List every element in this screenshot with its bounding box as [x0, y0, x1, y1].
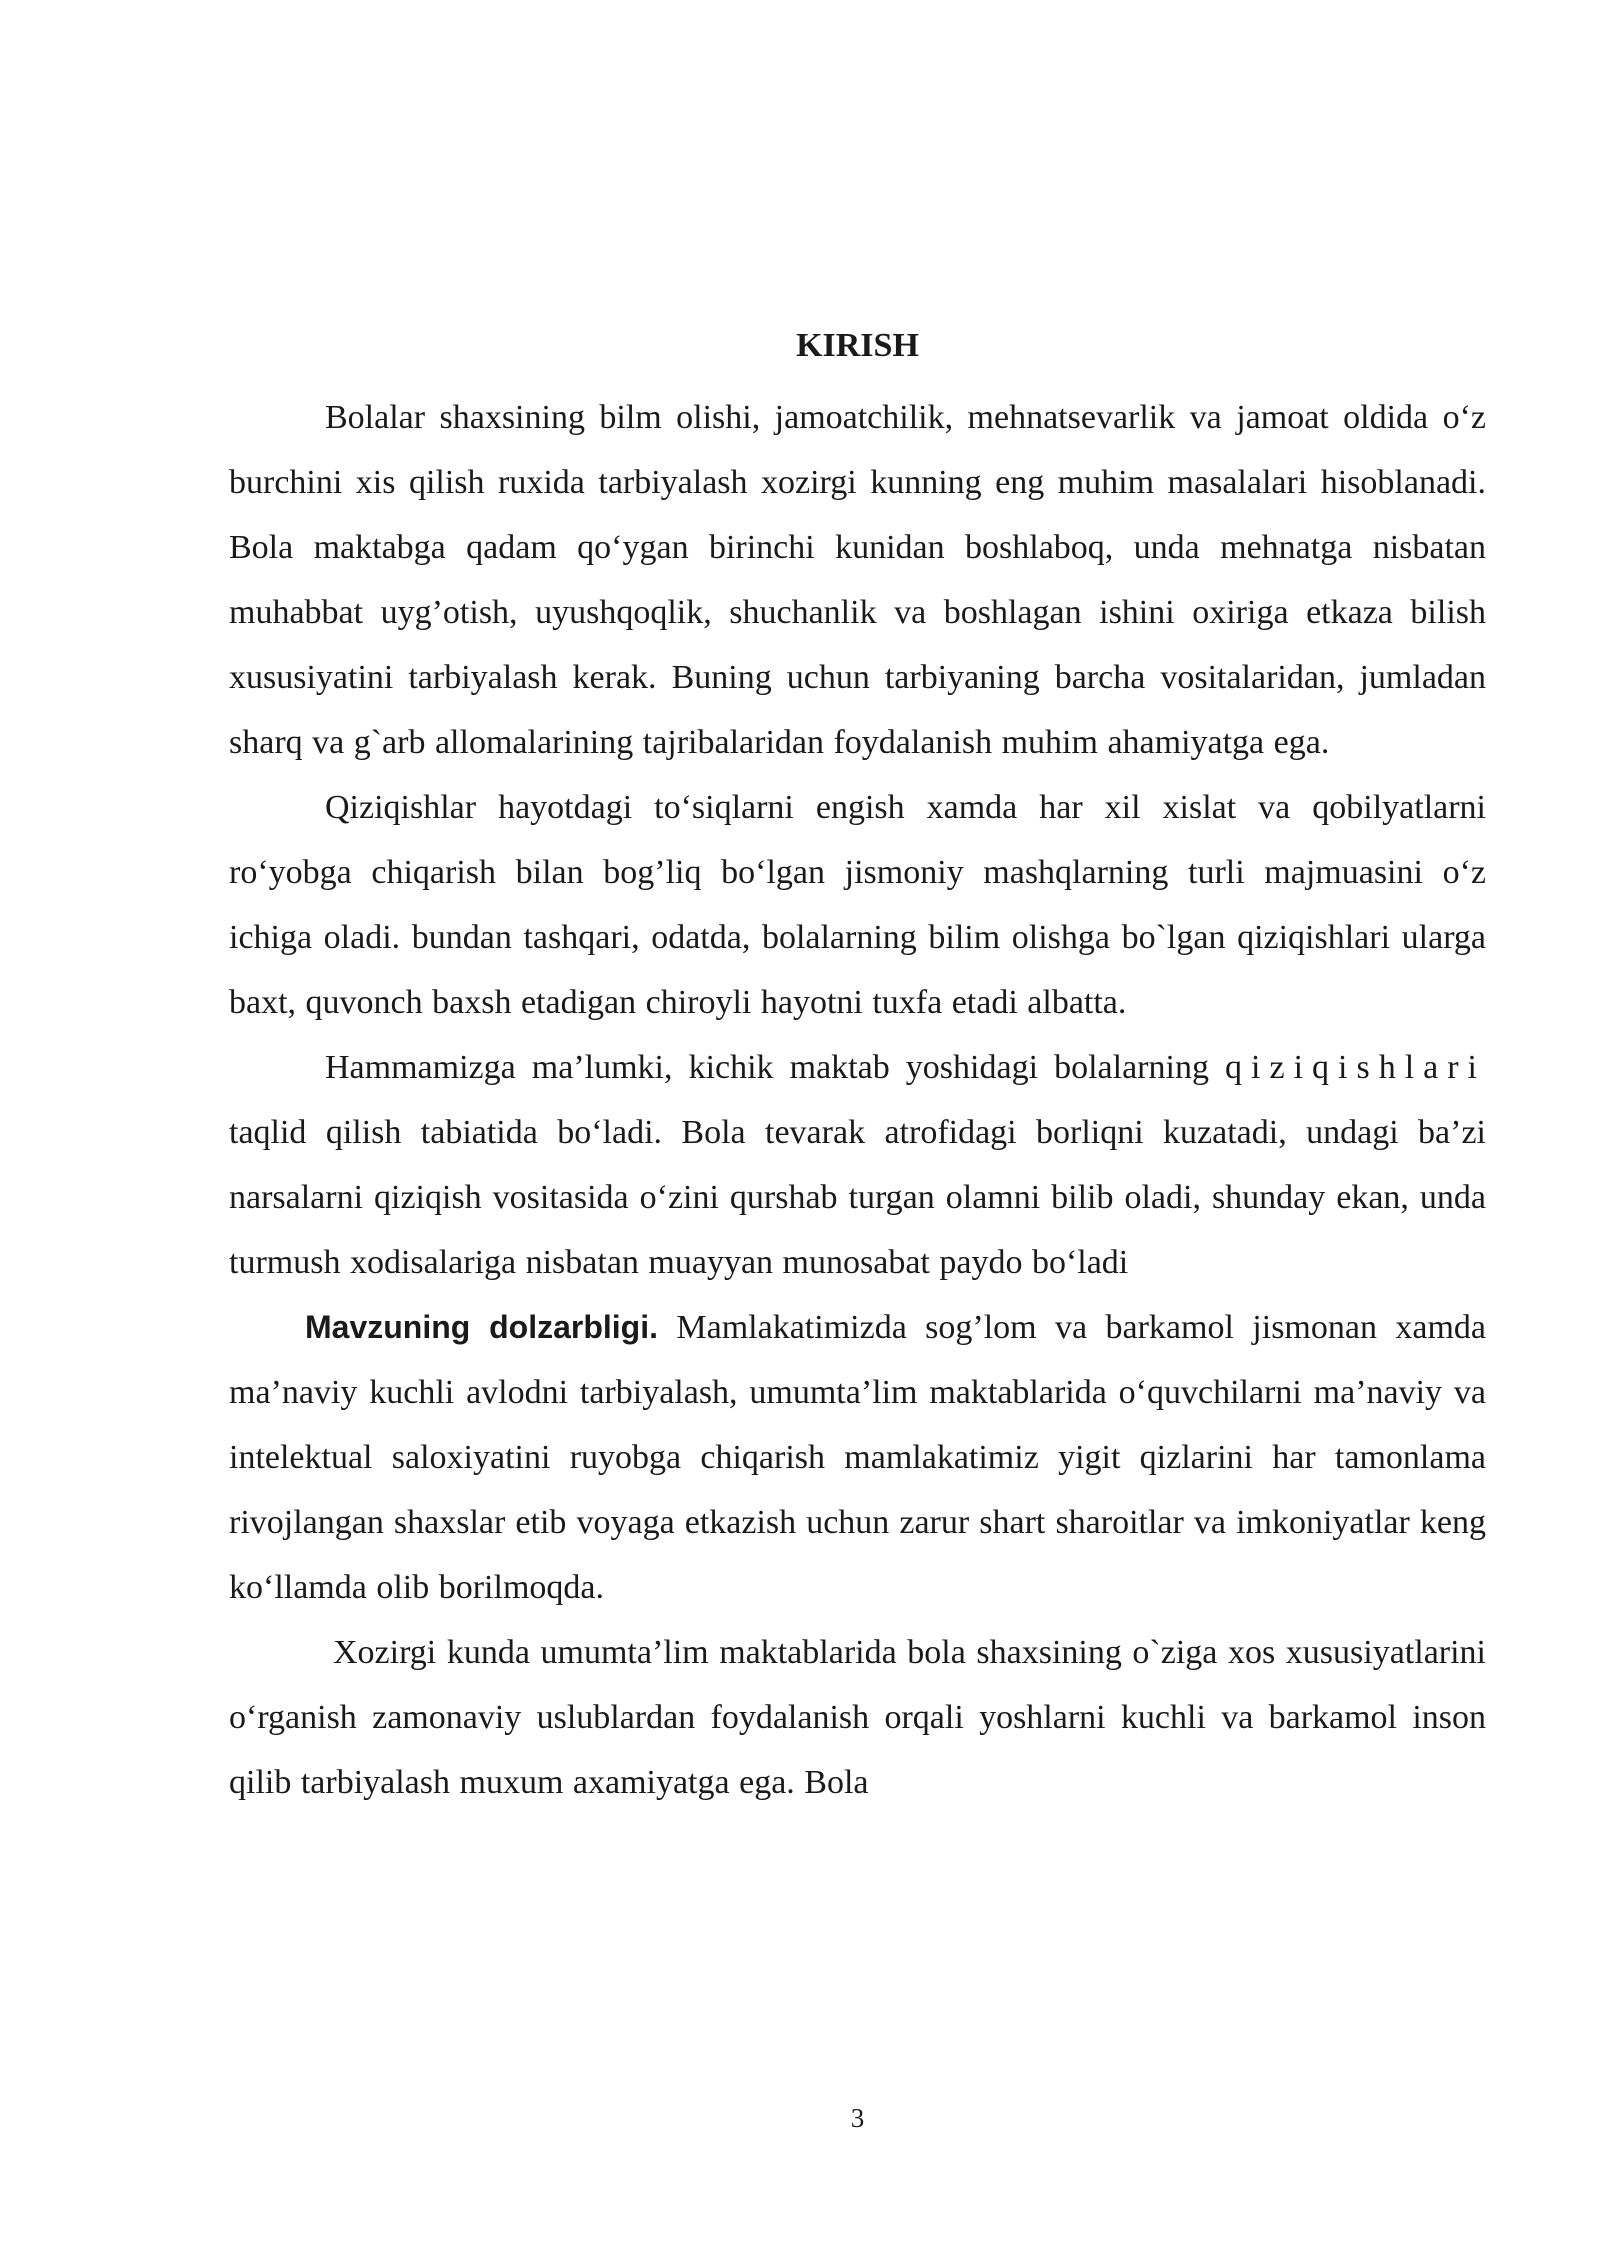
paragraph-imitation-start: Hammamizga ma’lumki, kichik maktab yoshidagi bolalarning	[325, 1049, 1226, 1086]
paragraph-interests: Qiziqishlar hayotdagi to‘siqlarni engish xamda har xil xislat va qobilyatlarni ro‘yobga chiqarish bilan bog’liq bo‘lgan jismoniy mashqlarning turli majmuasini o‘z ichiga oladi. bundan tashqari, odatda, bolalarning bilim olishga bo`lgan qiziqishlari ularga baxt, quvonch baxsh etadigan chiroyli hayotni tuxfa etadi albatta.	[229, 789, 1486, 1021]
paragraph-intro: Bolalar shaxsining bilm olishi, jamoatchilik, mehnatsevarlik va jamoat oldida o‘z burchini xis qilish ruxida tarbiyalash xozirgi kunning eng muhim masalalari hisoblanadi. Bola maktabga qadam qo‘ygan birinchi kunidan boshlaboq, unda mehnatga nisbatan muhabbat uyg’otish, uyushqoqlik, shuchanlik va boshlagan ishini oxiriga etkaza bilish xususiyatini tarbiyalash kerak. Buning uchun tarbiyaning barcha vositalaridan, jumladan sharq va g`arb allomalarining tajribalaridan foydalanish muhim ahamiyatga ega.	[229, 399, 1486, 761]
relevance-heading: Mavzuning dolzarbligi.	[305, 1309, 659, 1345]
document-page	[229, 0, 1486, 2262]
paragraph-relevance	[229, 1295, 1486, 1620]
spaced-word: qiziqishlari	[1225, 1049, 1486, 1086]
paragraph-imitation-end: taqlid qilish tabiatida bo‘ladi. Bola tevarak atrofidagi borliqni kuzatadi, undagi ba’zi narsalarni qiziqish vositasida o‘zini qurshab turgan olamni bilib oladi, shunday ekan, unda turmush xodisalariga nisbatan muayyan munosabat paydo bo‘ladi	[229, 1114, 1486, 1281]
body-text	[229, 385, 1486, 1815]
page-title: KIRISH	[796, 327, 919, 364]
relevance-text: Mamlakatimizda sog’lom va barkamol jismonan xamda ma’naviy kuchli avlodni tarbiyalash, umumta’lim maktablarida o‘quvchilarni ma’naviy va intelektual saloxiyatini ruyobga chiqarish mamlakatimiz yigit qizlarini har tamonlama rivojlangan shaxslar etib voyaga etkazish uchun zarur shart sharoitlar va imkoniyatlar keng ko‘llamda olib borilmoqda.	[229, 1309, 1486, 1606]
paragraph-current-day: Xozirgi kunda umumta’lim maktablarida bola shaxsining o`ziga xos xususiyatlarini o‘rganish zamonaviy uslublardan foydalanish orqali yoshlarni kuchli va barkamol inson qilib tarbiyalash muxum axamiyatga ega. Bola	[229, 1634, 1486, 1801]
page-number: 3	[850, 2103, 865, 2133]
paragraph-imitation	[229, 1035, 1486, 1295]
